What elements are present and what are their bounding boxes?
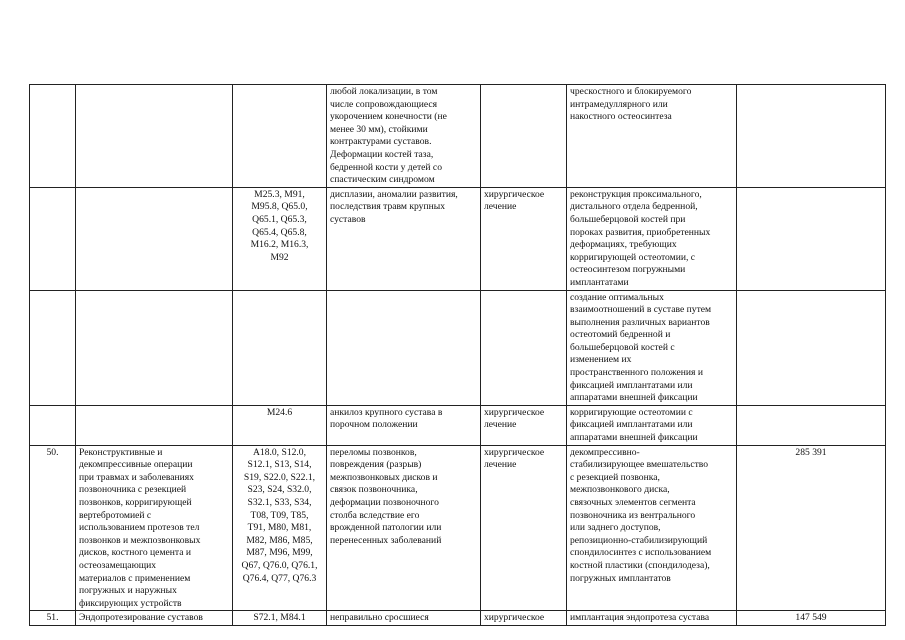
row-icd-codes: M25.3, M91, M95.8, Q65.0, Q65.1, Q65.3, Q65.4, Q65.8, M16.2, M16.3, M92 xyxy=(233,187,327,290)
row-cost xyxy=(737,187,886,290)
row-treatment-method: чрескостного и блокируемого интрамедуллярного или накостного остеосинтеза xyxy=(567,85,737,188)
table-row xyxy=(30,405,886,445)
row-number xyxy=(30,187,76,290)
row-icd-codes: S72.1, M84.1 xyxy=(233,611,327,626)
row-cost xyxy=(737,85,886,188)
row-patient-model: любой локализации, в том числе сопровождающиеся укорочением конечности (не менее 30 мм), стойкими контрактурами суставов. Деформации костей таза, бедренной кости у детей со спастическим синдромом xyxy=(327,85,481,188)
row-treatment-type xyxy=(481,85,567,188)
row-treatment-type: хирургическое лечение xyxy=(481,445,567,611)
table-row xyxy=(30,85,886,188)
row-number: 50. xyxy=(30,445,76,611)
row-care-type xyxy=(76,405,233,445)
row-number: 51. xyxy=(30,611,76,626)
row-treatment-method: имплантация эндопротеза сустава xyxy=(567,611,737,626)
row-treatment-method: декомпрессивно- стабилизирующее вмешательство с резекцией позвонка, межпозвонкового диска, связочных элементов сегмента позвоночника из вентрального или заднего доступов, репозиционно-стабилизирующий спондилосинтез с использованием костной пластики (спондилодеза), погружных имплантатов xyxy=(567,445,737,611)
row-icd-codes xyxy=(233,85,327,188)
row-care-type xyxy=(76,85,233,188)
row-treatment-type: хирургическое лечение xyxy=(481,405,567,445)
medical-care-table xyxy=(29,84,886,626)
row-cost xyxy=(737,405,886,445)
row-patient-model: неправильно сросшиеся xyxy=(327,611,481,626)
row-care-type xyxy=(76,290,233,405)
table-row xyxy=(30,290,886,405)
row-treatment-method: корригирующие остеотомии с фиксацией имплантатами или аппаратами внешней фиксации xyxy=(567,405,737,445)
row-treatment-method: создание оптимальных взаимоотношений в суставе путем выполнения различных вариантов остеотомий бедренной и большеберцовой костей с изменением их пространственного положения и фиксацией имплантатами или аппаратами внешней фиксации xyxy=(567,290,737,405)
table-row xyxy=(30,611,886,626)
row-treatment-type: хирургическое xyxy=(481,611,567,626)
table-row xyxy=(30,445,886,611)
row-number xyxy=(30,290,76,405)
row-treatment-method: реконструкция проксимального, дистального отдела бедренной, большеберцовой костей при пороках развития, приобретенных деформациях, требующих корригирующей остеотомии, с остеосинтезом погружными имплантатами xyxy=(567,187,737,290)
table-row xyxy=(30,187,886,290)
row-patient-model xyxy=(327,290,481,405)
row-icd-codes: M24.6 xyxy=(233,405,327,445)
row-patient-model: анкилоз крупного сустава в порочном положении xyxy=(327,405,481,445)
row-cost: 147 549 xyxy=(737,611,886,626)
row-patient-model: дисплазии, аномалии развития, последствия травм крупных суставов xyxy=(327,187,481,290)
row-number xyxy=(30,405,76,445)
row-cost xyxy=(737,290,886,405)
row-number xyxy=(30,85,76,188)
row-care-type xyxy=(76,187,233,290)
row-icd-codes xyxy=(233,290,327,405)
row-care-type: Эндопротезирование суставов xyxy=(76,611,233,626)
row-cost: 285 391 xyxy=(737,445,886,611)
row-icd-codes: A18.0, S12.0, S12.1, S13, S14, S19, S22.0, S22.1, S23, S24, S32.0, S32.1, S33, S34, T08, T09, T85, T91, M80, M81, M82, M86, M85, M87, M96, M99, Q67, Q76.0, Q76.1, Q76.4, Q77, Q76.3 xyxy=(233,445,327,611)
row-treatment-type: хирургическое лечение xyxy=(481,187,567,290)
row-care-type: Реконструктивные и декомпрессивные операции при травмах и заболеваниях позвоночника с резекцией позвонков, корригирующей вертебротомией с использованием протезов тел позвонков и межпозвонковых дисков, костного цемента и остеозамещающих материалов с применением погружных и наружных фиксирующих устройств xyxy=(76,445,233,611)
row-patient-model: переломы позвонков, повреждения (разрыв) межпозвонковых дисков и связок позвоночника, деформации позвоночного столба вследствие его врожденной патологии или перенесенных заболеваний xyxy=(327,445,481,611)
row-treatment-type xyxy=(481,290,567,405)
